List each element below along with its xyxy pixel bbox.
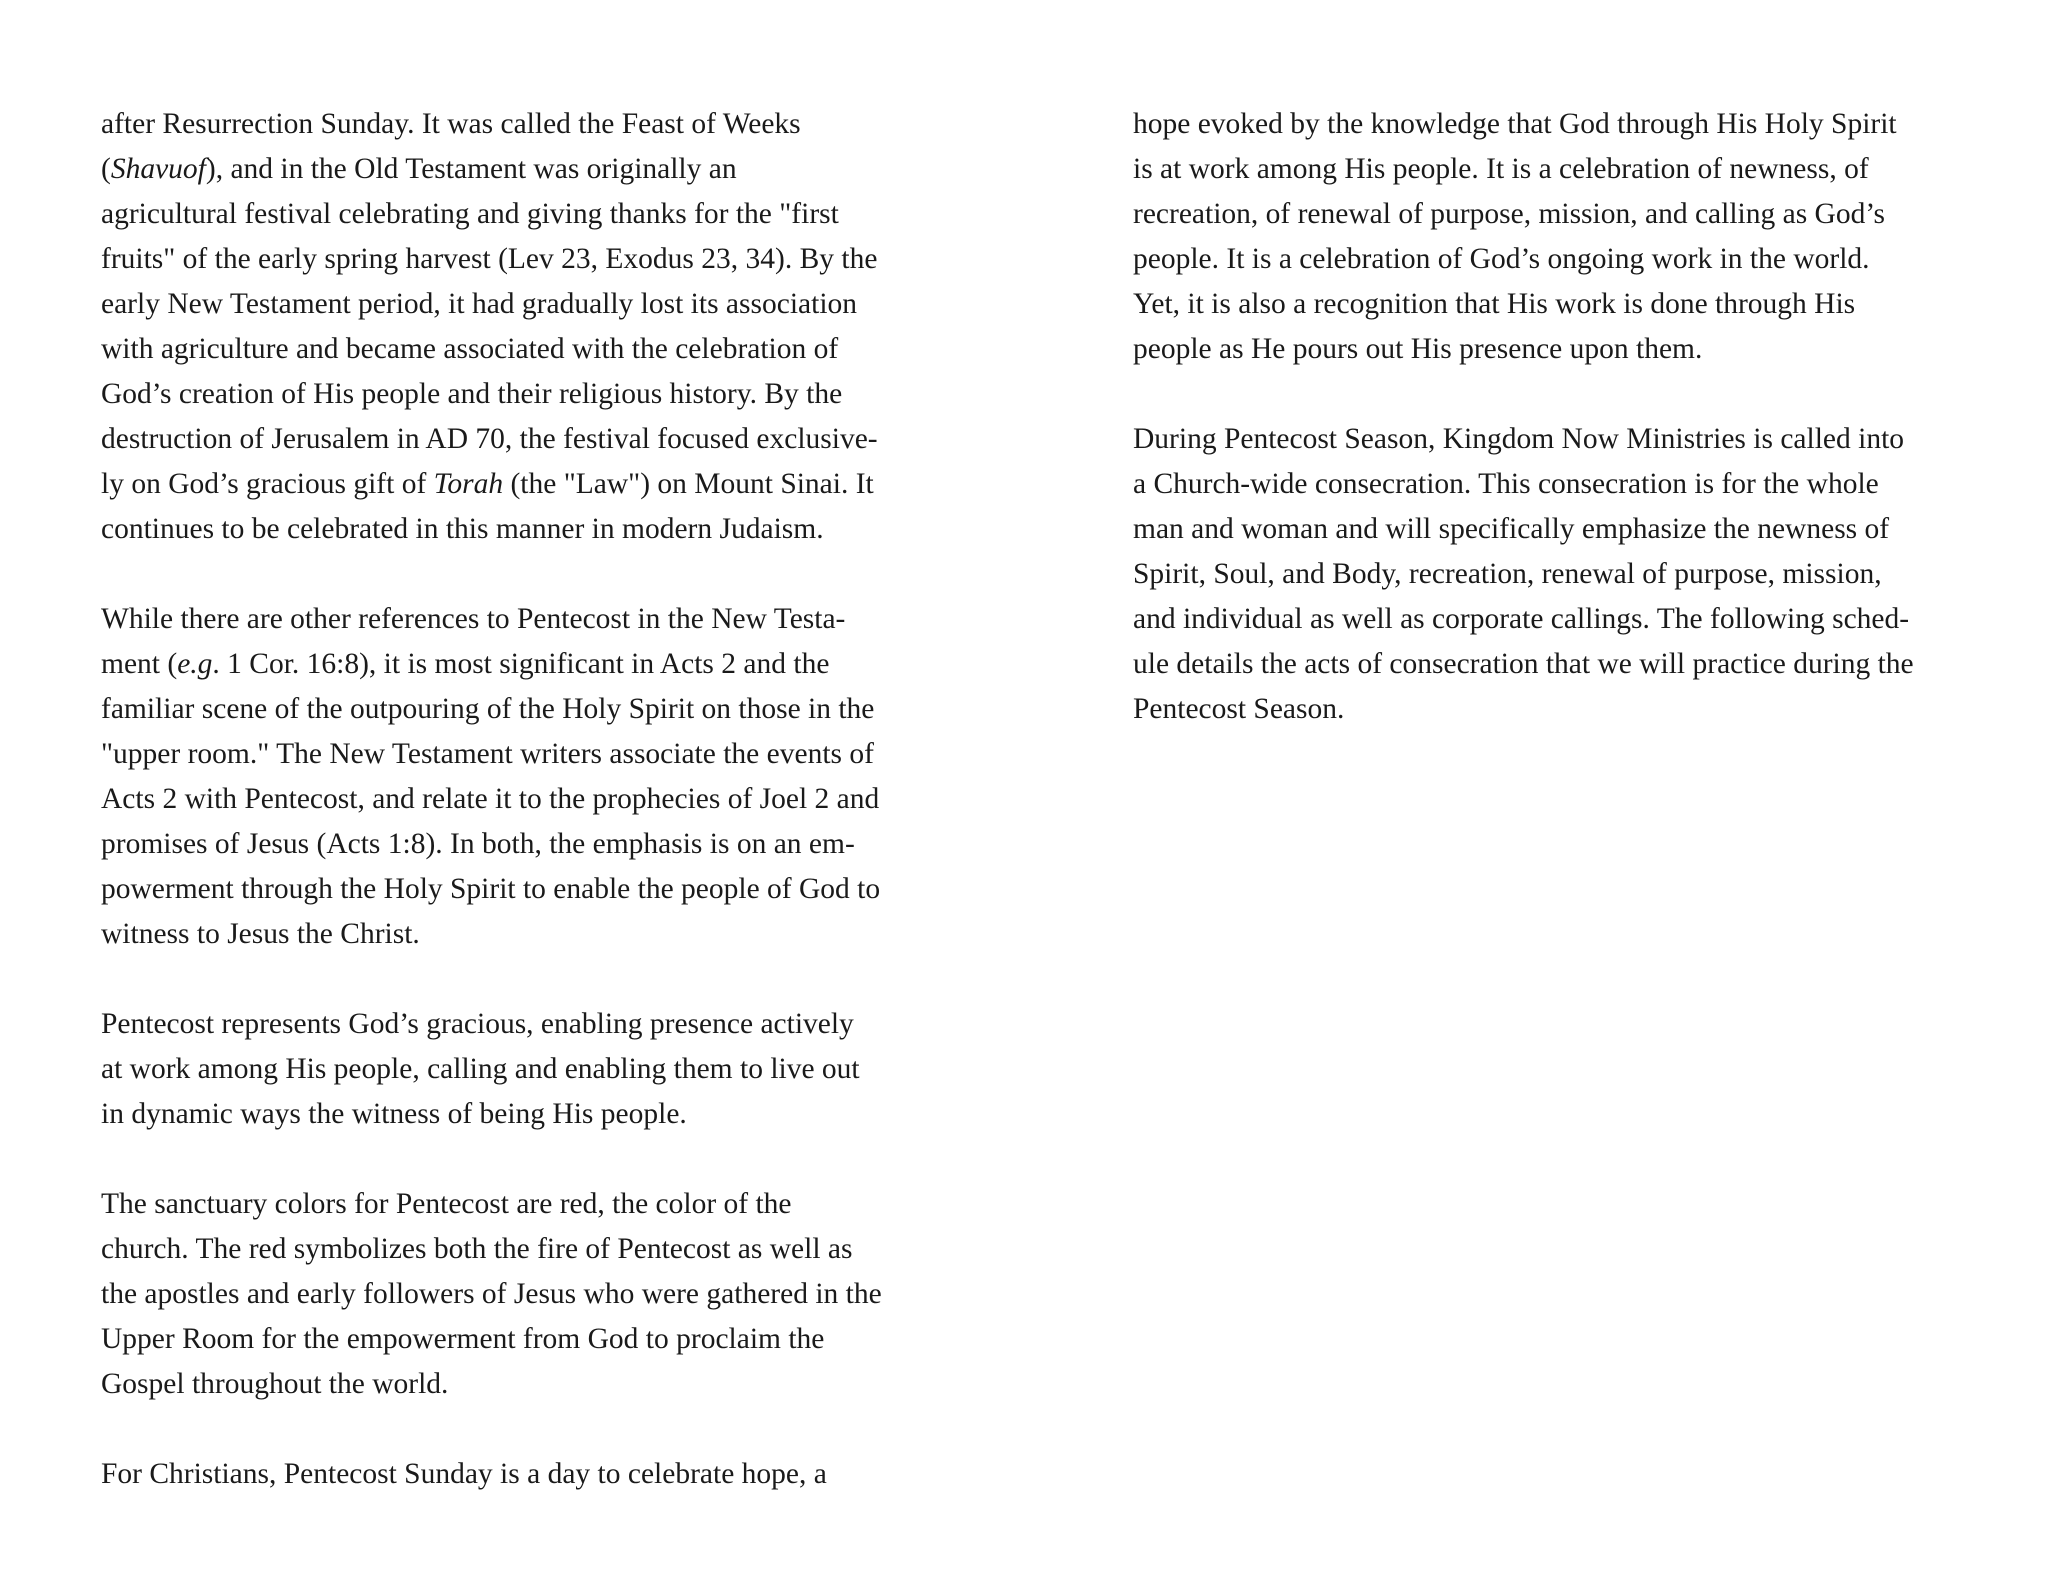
paragraph bbox=[101, 597, 961, 957]
text-line: Gospel throughout the world. bbox=[101, 1368, 449, 1400]
right-column bbox=[1133, 102, 2013, 732]
text-line: fruits" of the early spring harvest (Lev 23, Exodus 23, 34). By the bbox=[101, 243, 878, 275]
text-line: The sanctuary colors for Pentecost are red, the color of the bbox=[101, 1188, 792, 1220]
text-line: witness to Jesus the Christ. bbox=[101, 918, 420, 950]
text-line: agricultural festival celebrating and giving thanks for the "first bbox=[101, 198, 839, 230]
text-line: continues to be celebrated in this manner in modern Judaism. bbox=[101, 513, 824, 545]
text-line: the apostles and early followers of Jesus who were gathered in the bbox=[101, 1278, 882, 1310]
italic-term: Shavuof bbox=[110, 153, 206, 185]
italic-term: Torah bbox=[433, 468, 504, 500]
paragraph-spacer bbox=[101, 957, 961, 1002]
paragraph-spacer bbox=[101, 1407, 961, 1452]
text-line: ment (e.g. 1 Cor. 16:8), it is most significant in Acts 2 and the bbox=[101, 648, 830, 680]
text-line: For Christians, Pentecost Sunday is a day to celebrate hope, a bbox=[101, 1458, 827, 1490]
text-line: hope evoked by the knowledge that God through His Holy Spirit bbox=[1133, 108, 1897, 140]
text-line: in dynamic ways the witness of being His people. bbox=[101, 1098, 687, 1130]
paragraph bbox=[1133, 102, 2013, 372]
text-line: and individual as well as corporate callings. The following sched- bbox=[1133, 603, 1910, 635]
text-line: During Pentecost Season, Kingdom Now Ministries is called into bbox=[1133, 423, 1905, 455]
text-line: recreation, of renewal of purpose, mission, and calling as God’s bbox=[1133, 198, 1886, 230]
paragraph-spacer bbox=[101, 552, 961, 597]
text-line: after Resurrection Sunday. It was called the Feast of Weeks bbox=[101, 108, 801, 140]
paragraph bbox=[1133, 417, 2013, 732]
text-line: church. The red symbolizes both the fire of Pentecost as well as bbox=[101, 1233, 853, 1265]
text-line: ule details the acts of consecration that we will practice during the bbox=[1133, 648, 1914, 680]
text-line: Pentecost Season. bbox=[1133, 693, 1345, 725]
text-line: powerment through the Holy Spirit to enable the people of God to bbox=[101, 873, 881, 905]
text-line: ly on God’s gracious gift of Torah (the "Law") on Mount Sinai. It bbox=[101, 468, 874, 500]
text-line: people. It is a celebration of God’s ongoing work in the world. bbox=[1133, 243, 1870, 275]
text-line: at work among His people, calling and enabling them to live out bbox=[101, 1053, 860, 1085]
paragraph-spacer bbox=[1133, 372, 2013, 417]
italic-term: e.g bbox=[177, 648, 213, 680]
text-line: "upper room." The New Testament writers associate the events of bbox=[101, 738, 874, 770]
text-line: man and woman and will specifically emphasize the newness of bbox=[1133, 513, 1890, 545]
paragraph bbox=[101, 1452, 961, 1497]
paragraph bbox=[101, 1182, 961, 1407]
text-line: Spirit, Soul, and Body, recreation, renewal of purpose, mission, bbox=[1133, 558, 1882, 590]
text-line: early New Testament period, it had gradually lost its association bbox=[101, 288, 858, 320]
text-line: people as He pours out His presence upon them. bbox=[1133, 333, 1703, 365]
paragraph bbox=[101, 1002, 961, 1137]
text-line: familiar scene of the outpouring of the Holy Spirit on those in the bbox=[101, 693, 875, 725]
text-line: is at work among His people. It is a celebration of newness, of bbox=[1133, 153, 1869, 185]
text-line: While there are other references to Pentecost in the New Testa- bbox=[101, 603, 846, 635]
text-line: destruction of Jerusalem in AD 70, the festival focused exclusive- bbox=[101, 423, 878, 455]
text-line: with agriculture and became associated with the celebration of bbox=[101, 333, 839, 365]
text-line: Acts 2 with Pentecost, and relate it to the prophecies of Joel 2 and bbox=[101, 783, 880, 815]
text-line: Pentecost represents God’s gracious, enabling presence actively bbox=[101, 1008, 854, 1040]
text-line: Yet, it is also a recognition that His work is done through His bbox=[1133, 288, 1856, 320]
text-line: promises of Jesus (Acts 1:8). In both, the emphasis is on an em- bbox=[101, 828, 855, 860]
text-line: Upper Room for the empowerment from God to proclaim the bbox=[101, 1323, 825, 1355]
text-line: (Shavuof), and in the Old Testament was originally an bbox=[101, 153, 737, 185]
text-line: a Church-wide consecration. This consecration is for the whole bbox=[1133, 468, 1879, 500]
paragraph-spacer bbox=[101, 1137, 961, 1182]
text-line: God’s creation of His people and their religious history. By the bbox=[101, 378, 843, 410]
left-column bbox=[101, 102, 961, 1497]
paragraph bbox=[101, 102, 961, 552]
